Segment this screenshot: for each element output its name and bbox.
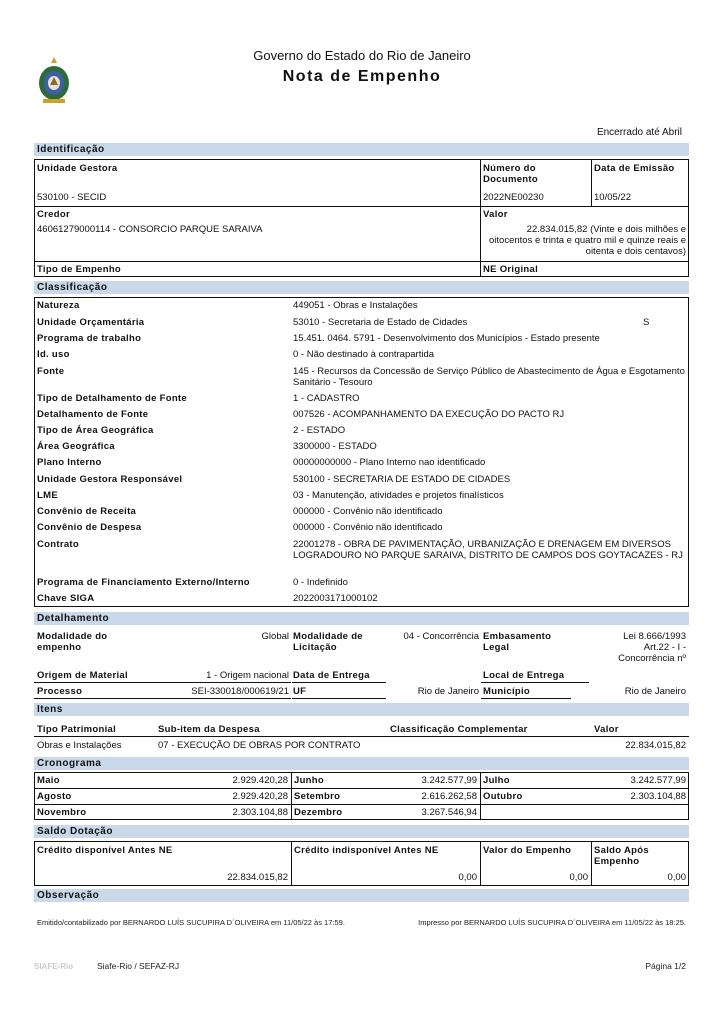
footer-pagina: Página 1/2 (645, 961, 686, 971)
data-emissao-value: 10/05/22 (594, 192, 631, 203)
classificacao-value: 2022003171000102 (293, 593, 378, 604)
classificacao-label: LME (37, 490, 58, 501)
classificacao-label: Id. uso (37, 349, 70, 360)
org-name: Governo do Estado do Rio de Janeiro (253, 48, 471, 63)
embasamento-value: Lei 8.666/1993 Art.22 - I - Concorrência nº (618, 631, 686, 664)
itens-header-subitem: Sub-item da Despesa (158, 724, 260, 735)
saldo-indisponivel-value: 0,00 (458, 872, 477, 883)
saldo-valor-empenho-value: 0,00 (569, 872, 588, 883)
classificacao-value: 0 - Indefinido (293, 577, 348, 588)
cronograma-month: Julho (483, 775, 510, 786)
classificacao-label: Plano Interno (37, 457, 102, 468)
classificacao-value: 0 - Não destinado à contrapartida (293, 349, 435, 360)
numero-documento-value: 2022NE00230 (483, 192, 544, 203)
credor-label: Credor (37, 209, 70, 220)
classificacao-extra: S (643, 317, 650, 328)
embasamento-label: Embasamento Legal (483, 631, 552, 653)
classificacao-value: 007526 - ACOMPANHAMENTO DA EXECUÇÃO DO PACTO RJ (293, 409, 565, 420)
classificacao-value: 000000 - Convênio não identificado (293, 506, 443, 517)
classificacao-label: Tipo de Área Geográfica (37, 425, 154, 436)
valor-value: 22.834.015,82 (Vinte e dois milhões e oitocentos e trinta e quatro mil e quinze reais e oitenta e dois centavos) (489, 224, 686, 257)
classificacao-value: 2 - ESTADO (293, 425, 346, 436)
local-entrega-label: Local de Entrega (483, 670, 565, 681)
municipio-value: Rio de Janeiro (624, 686, 686, 697)
classificacao-label: Chave SIGA (37, 593, 95, 604)
origem-material-label: Origem de Material (37, 670, 128, 681)
cronograma-value: 2.616.262,58 (421, 791, 477, 802)
classificacao-label: Convênio de Receita (37, 506, 137, 517)
classificacao-label: Tipo de Detalhamento de Fonte (37, 393, 187, 404)
classificacao-value: 22001278 - OBRA DE PAVIMENTAÇÃO, URBANIZAÇÃO E DRENAGEM EM DIVERSOS LOGRADOURO NO PARQUE SARAIVA, DISTRITO DE CAMPOS DOS GOYTACAZES - RJ (293, 539, 683, 561)
credor-value: 46061279000114 - CONSORCIO PARQUE SARAIVA (37, 224, 263, 235)
classificacao-value: 000000 - Convênio não identificado (293, 522, 443, 533)
classificacao-label: Área Geográfica (37, 441, 115, 452)
classificacao-value: 3300000 - ESTADO (293, 441, 377, 452)
cronograma-value: 3.242.577,99 (421, 775, 477, 786)
section-cronograma: Cronograma (34, 757, 689, 770)
classificacao-label: Unidade Orçamentária (37, 317, 145, 328)
unidade-gestora-value: 530100 - SECID (37, 192, 107, 203)
classificacao-label: Fonte (37, 366, 65, 377)
classificacao-label: Unidade Gestora Responsável (37, 474, 183, 485)
cronograma-value: 3.242.577,99 (630, 775, 686, 786)
classificacao-label: Detalhamento de Fonte (37, 409, 149, 420)
unidade-gestora-label: Unidade Gestora (37, 163, 118, 174)
classificacao-value: 53010 - Secretaria de Estado de Cidades (293, 317, 468, 328)
cronograma-month: Maio (37, 775, 60, 786)
section-identificacao: Identificação (34, 143, 689, 156)
cronograma-value: 2.303.104,88 (630, 791, 686, 802)
itens-header-valor: Valor (594, 724, 619, 735)
section-saldo-dotacao: Saldo Dotação (34, 825, 689, 838)
item-valor: 22.834.015,82 (625, 740, 686, 751)
classificacao-label: Programa de trabalho (37, 333, 142, 344)
data-entrega-label: Data de Entrega (293, 670, 370, 681)
section-detalhamento: Detalhamento (34, 612, 689, 625)
classificacao-value: 145 - Recursos da Concessão de Serviço Público de Abastecimento de Água e Esgotamento Sanitário - Tesouro (293, 366, 685, 388)
processo-label: Processo (37, 686, 83, 697)
origem-material-value: 1 - Origem nacional (206, 670, 289, 681)
cronograma-value: 3.267.546,94 (421, 807, 477, 818)
status-text: Encerrado até Abril (596, 127, 682, 138)
cronograma-month: Novembro (37, 807, 87, 818)
section-observacao: Observação (34, 889, 689, 902)
saldo-apos-value: 0,00 (667, 872, 686, 883)
classificacao-value: 03 - Manutenção, atividades e projetos finalísticos (293, 490, 504, 501)
modalidade-empenho-value: Global (261, 631, 289, 642)
cronograma-value: 2.929.420,28 (232, 775, 288, 786)
tipo-empenho-label: Tipo de Empenho (37, 264, 122, 275)
section-classificacao: Classificação (34, 281, 689, 294)
uf-value: Rio de Janeiro (417, 686, 479, 697)
itens-header-classificacao: Classificação Complementar (390, 724, 528, 735)
valor-label: Valor (483, 209, 508, 220)
classificacao-label: Programa de Financiamento Externo/Interno (37, 577, 250, 588)
data-emissao-label: Data de Emissão (594, 163, 675, 174)
footer-sistema: Siafe-Rio / SEFAZ-RJ (97, 961, 180, 971)
siafe-logo: SIAFE-Rio (34, 962, 74, 971)
cronograma-month: Junho (294, 775, 324, 786)
classificacao-value: 15.451. 0464. 5791 - Desenvolvimento dos Municípios - Estado presente (293, 333, 600, 344)
modalidade-licitacao-label: Modalidade de Licitação (293, 631, 363, 653)
item-tipo: Obras e Instalações (37, 740, 122, 751)
footer-emitido: Emitido/contabilizado por BERNARDO LUÍS SUCUPIRA D´OLIVEIRA em 11/05/22 às 17:59. (37, 918, 345, 927)
modalidade-licitacao-value: 04 - Concorrência (403, 631, 479, 642)
classificacao-value: 00000000000 - Plano Interno nao identificado (293, 457, 486, 468)
saldo-header-indisponivel: Crédito indisponível Antes NE (294, 845, 439, 856)
classificacao-value: 449051 - Obras e Instalações (293, 300, 418, 311)
item-subitem: 07 - EXECUÇÃO DE OBRAS POR CONTRATO (158, 740, 361, 751)
cronograma-value: 2.303.104,88 (232, 807, 288, 818)
numero-documento-label: Número do Documento (483, 163, 538, 185)
itens-header-tipo: Tipo Patrimonial (37, 724, 117, 735)
saldo-header-valor-empenho: Valor do Empenho (483, 845, 572, 856)
saldo-header-disponivel: Crédito disponível Antes NE (37, 845, 173, 856)
page-title: Nota de Empenho (282, 68, 442, 85)
saldo-header-apos: Saldo Após Empenho (594, 845, 649, 867)
classificacao-label: Natureza (37, 300, 80, 311)
modalidade-empenho-label: Modalidade do empenho (37, 631, 108, 653)
classificacao-label: Contrato (37, 539, 79, 550)
classificacao-value: 530100 - SECRETARIA DE ESTADO DE CIDADES (293, 474, 511, 485)
cronograma-month: Outubro (483, 791, 523, 802)
cronograma-month: Agosto (37, 791, 72, 802)
tipo-empenho-value: NE Original (483, 264, 539, 275)
classificacao-label: Convênio de Despesa (37, 522, 142, 533)
processo-value: SEI-330018/000619/21 (191, 686, 289, 697)
cronograma-value: 2.929.420,28 (232, 791, 288, 802)
municipio-label: Município (483, 686, 531, 697)
section-itens: Itens (34, 703, 689, 716)
cronograma-month: Dezembro (294, 807, 343, 818)
cronograma-month: Setembro (294, 791, 341, 802)
footer-impresso: Impresso por BERNARDO LUÍS SUCUPIRA D´OLIVEIRA em 11/05/22 às 18:25. (418, 918, 686, 927)
uf-label: UF (293, 686, 307, 697)
saldo-disponivel-value: 22.834.015,82 (227, 872, 288, 883)
classificacao-value: 1 - CADASTRO (293, 393, 360, 404)
